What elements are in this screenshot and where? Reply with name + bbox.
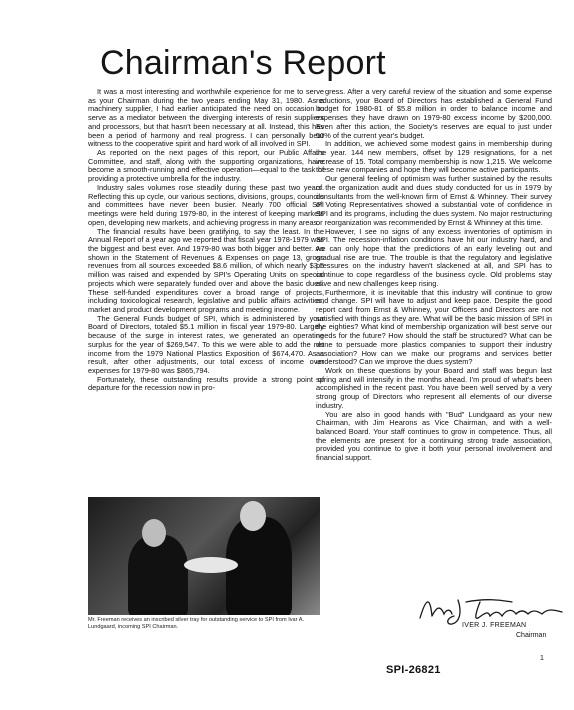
document-id: SPI-26821 [386,664,441,676]
paragraph: It was a most interesting and worthwhile experience for me to serve as your Chairman during the two years ending May 31, 1980. As a machinery supplier, I had earlier anticipated the need on occasion to serve as a mediator between the diverging interests of resin suppliers and processors, but that hasn't been necessary at all. Instead, this has been a period of harmony and real progress. I can personally bear witness to the cooperative spirit and hard work of all involved in SPI. [88,87,324,149]
paragraph: Furthermore, it is inevitable that this industry will continue to grow and change. SPI will have to adjust and keep pace. Despite the good report card from Ernst & Whinney, your Officers and Directors are not satisfied with things as they are. What will be the basic mission of SPI in the eighties? What kind of membership organization will best serve our needs for the future? How should the staff be structured? What can be done to persuade more plastics companies to support their industry association? How can we make our programs and services better understood? Can we improve the dues system? [316,287,552,367]
handwritten-signature [416,592,566,626]
paragraph: However, I see no signs of any excess inventories of optimism in SPI. The recession-inflation conditions have hit our industry hard, and we can only hope that the predictions of an early leveling out and gradual rise are true. The trouble is that the regulatory and legislative pressures on the industry haven't slackened at all, and SPI has to continue to cope regardless of the business cycle. Old problems stay alive and new challenges keep rising. [316,226,552,288]
page-mark: 1 [540,655,544,662]
signer-name: IVER J. FREEMAN [462,622,527,629]
paragraph: As reported on the next pages of this report, our Public Affairs Committee, and staff, along with the supporting organizations, have become a smooth-running and effective operation—equal to the task of providing a protective umbrella for the industry. [88,148,324,184]
left-column [88,88,324,393]
paragraph: Our general feeling of optimism was further sustained by the results of the organization audit and dues study conducted for us in 1979 by consultants from the well-known firm of Ernst & Whinney. Their survey of Voting Representatives showed a substantial vote of confidence in SPI and its programs, including the dues system. No major restructuring or reorganization was recommended by Ernst & Whinney at this time. [316,174,552,227]
paragraph: Industry sales volumes rose steadily during these past two years. Reflecting this up cycle, our various sections, divisions, groups, councils and committees have never been busier. Nearly 700 official SPI meetings were held during 1979-80, in the interest of keeping markets open, developing new markets, and achieving progress in many areas. [88,182,324,227]
paragraph: In addition, we achieved some modest gains in membership during the year. 144 new members, offset by 129 resignations, for a net increase of 15. Total company membership is now 1,215. We welcome these new companies and hope they will become active participants. [316,139,552,175]
award-photo [88,497,320,615]
paragraph: gress. After a very careful review of the situation and some expense reductions, your Board of Directors has established a General Fund budget for 1980-81 of $5.8 million in order to balance income and expenses they have drawn on 1979-80 excess income by $200,000. Even after this action, the Society's reserves are equal to just under 50% of the current year's budget. [316,87,552,140]
photo-head-left [142,519,166,547]
photo-figure-left [128,535,188,615]
page-title: Chairman's Report [100,44,386,82]
paragraph: Fortunately, these outstanding results provide a strong point of departure for the recession now in pro- [88,374,324,393]
paragraph: Work on these questions by your Board and staff was begun last spring and will intensify in the months ahead. I'm proud of what's been accomplished in the recent past. You have been well served by a very strong group of Directors who represent all elements of our diverse industry. [316,366,552,410]
paragraph: You are also in good hands with "Bud" Lundgaard as your new Chairman, with Jim Hearons as Vice Chairman, and with a well-balanced Board. Your staff continues to grow in competence. Thus, all the elements are present for a continuing strong trade association, provided you continue to give it both your personal involvement and financial support. [316,409,552,463]
right-column [316,88,552,463]
photo-silver-tray [184,557,238,573]
paragraph: The General Funds budget of SPI, which is administered by your Board of Directors, totaled $5.1 million in fiscal year 1979-80. Largely because of the surge in interest rates, we generated an operating surplus for the year of $269,547. To this we were able to add the net income from the 1979 National Plastics Exposition of $674,470. As a result, after other adjustments, our total excess of income over expenses for 1979-80 was $865,794. [88,313,324,375]
paragraph: The financial results have been gratifying, to say the least. In the Annual Report of a year ago we reported that fiscal year 1978-1979 was the biggest and best ever. And 1979-80 was both bigger and better. As shown in the Statement of Revenues & Expenses on page 13, gross revenues from all sources exceeded $8.6 million, of which nearly $3.5 million was raised and expended by SPI's Operating Units on special projects which were separately funded over and above the basic dues. These self-funded expenditures cover a broad range of projects, including toxicological research, legislative and public affairs activities, market and product development programs and meeting income. [88,226,324,314]
photo-caption: Mr. Freeman receives an inscribed silver tray for outstanding service to SPI from Ivar A. Lundgaard, incoming SPI Chairman. [88,617,305,630]
signer-title: Chairman [516,632,547,639]
photo-head-right [240,501,266,531]
